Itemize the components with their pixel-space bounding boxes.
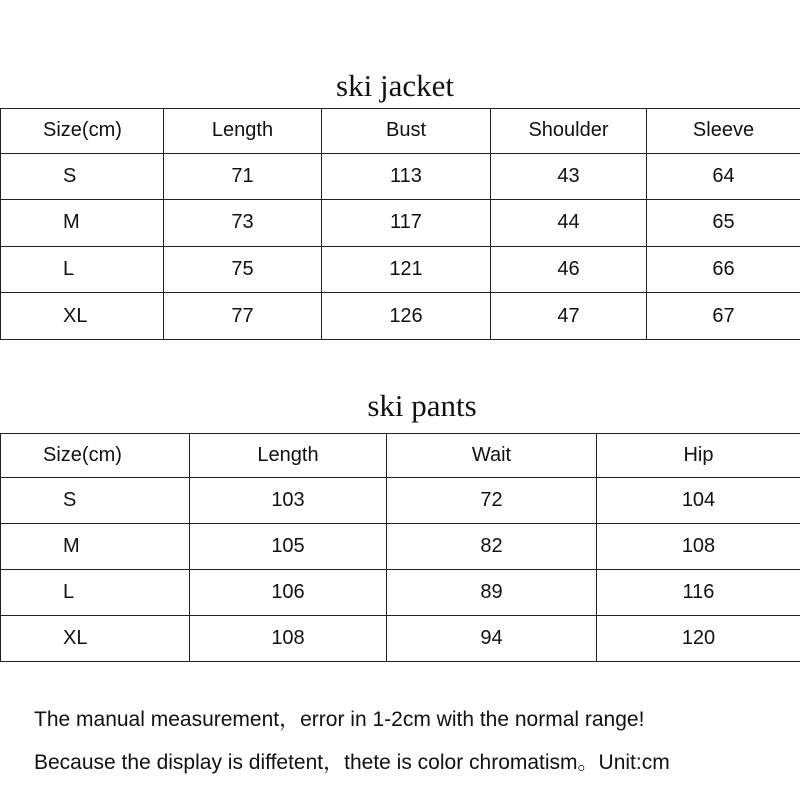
cell-hip: 116 bbox=[597, 570, 800, 616]
cell-length: 71 bbox=[164, 153, 322, 200]
cell-hip: 104 bbox=[597, 478, 800, 524]
cell-length: 73 bbox=[164, 200, 322, 247]
cell-shoulder: 46 bbox=[491, 246, 647, 293]
cell-bust: 121 bbox=[322, 246, 491, 293]
table-row bbox=[1, 246, 800, 293]
table-row bbox=[1, 570, 800, 616]
cell-length: 77 bbox=[164, 293, 322, 340]
table-row bbox=[1, 153, 800, 200]
table-row bbox=[1, 524, 800, 570]
header-bust: Bust bbox=[322, 109, 491, 154]
cell-length: 106 bbox=[190, 570, 387, 616]
cell-size: S bbox=[1, 153, 164, 200]
cell-hip: 120 bbox=[597, 616, 800, 662]
cell-size: S bbox=[1, 478, 190, 524]
header-length: Length bbox=[164, 109, 322, 154]
header-waist: Wait bbox=[387, 434, 597, 478]
cell-bust: 113 bbox=[322, 153, 491, 200]
jacket-size-table bbox=[0, 108, 800, 340]
cell-shoulder: 47 bbox=[491, 293, 647, 340]
cell-shoulder: 44 bbox=[491, 200, 647, 247]
pants-size-table bbox=[0, 433, 800, 662]
header-shoulder: Shoulder bbox=[491, 109, 647, 154]
jacket-table-title: ski jacket bbox=[336, 68, 454, 103]
cell-size: M bbox=[1, 200, 164, 247]
cell-sleeve: 64 bbox=[647, 153, 800, 200]
cell-length: 103 bbox=[190, 478, 387, 524]
table-header-row bbox=[1, 434, 800, 478]
cell-size: L bbox=[1, 570, 190, 616]
cell-sleeve: 65 bbox=[647, 200, 800, 247]
cell-shoulder: 43 bbox=[491, 153, 647, 200]
header-sleeve: Sleeve bbox=[647, 109, 800, 154]
cell-size: M bbox=[1, 524, 190, 570]
cell-length: 105 bbox=[190, 524, 387, 570]
table-row bbox=[1, 200, 800, 247]
pants-table-title: ski pants bbox=[367, 388, 477, 423]
header-size: Size(cm) bbox=[1, 109, 164, 154]
cell-hip: 108 bbox=[597, 524, 800, 570]
cell-size: XL bbox=[1, 293, 164, 340]
cell-waist: 89 bbox=[387, 570, 597, 616]
table-row bbox=[1, 478, 800, 524]
cell-sleeve: 66 bbox=[647, 246, 800, 293]
cell-waist: 82 bbox=[387, 524, 597, 570]
cell-bust: 126 bbox=[322, 293, 491, 340]
table-header-row bbox=[1, 109, 800, 154]
cell-length: 108 bbox=[190, 616, 387, 662]
table-row bbox=[1, 293, 800, 340]
measurement-note: The manual measurement，error in 1-2cm with the normal range! bbox=[34, 708, 645, 731]
display-note: Because the display is diffetent，thete is color chromatism。Unit:cm bbox=[34, 751, 670, 774]
cell-length: 75 bbox=[164, 246, 322, 293]
table-row bbox=[1, 616, 800, 662]
cell-waist: 94 bbox=[387, 616, 597, 662]
cell-sleeve: 67 bbox=[647, 293, 800, 340]
cell-size: L bbox=[1, 246, 164, 293]
cell-waist: 72 bbox=[387, 478, 597, 524]
cell-bust: 117 bbox=[322, 200, 491, 247]
header-hip: Hip bbox=[597, 434, 800, 478]
cell-size: XL bbox=[1, 616, 190, 662]
header-size: Size(cm) bbox=[1, 434, 190, 478]
header-length: Length bbox=[190, 434, 387, 478]
